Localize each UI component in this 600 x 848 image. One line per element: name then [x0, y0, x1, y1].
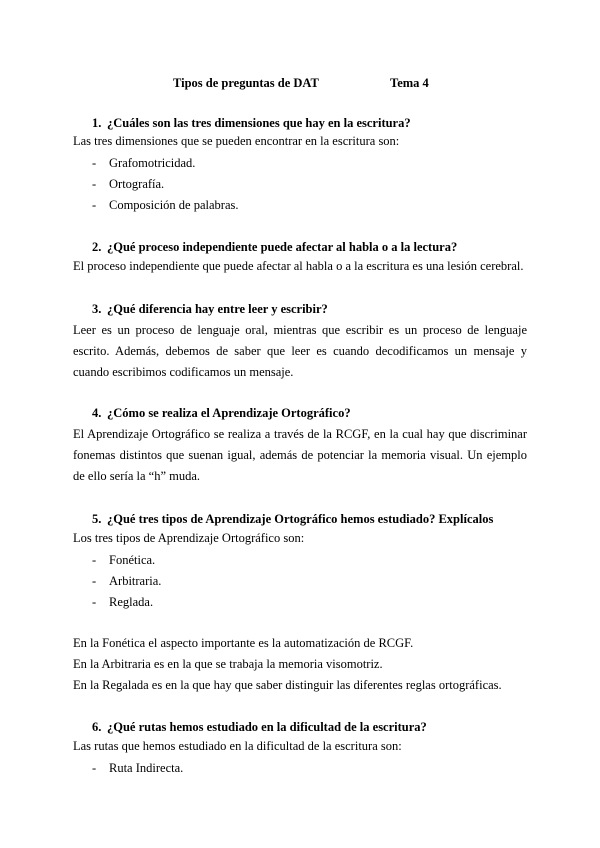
- list-item-text: Fonética.: [109, 553, 156, 567]
- question-number: 5.: [92, 512, 102, 526]
- list-item-text: Ortografía.: [109, 177, 165, 191]
- answer-6: Las rutas que hemos estudiado en la dificultad de la escritura son:: [73, 739, 402, 753]
- answer-4: El Aprendizaje Ortográfico se realiza a través de la RCGF, en la cual hay que discriminar fonemas distintos que suenan igual, además de potenciar la memoria visual. Un ejemplo de ello sería la “h” muda.: [73, 427, 527, 483]
- list-item: [92, 574, 161, 589]
- bullet-dash: -: [92, 177, 97, 191]
- document-topic: Tema 4: [390, 76, 429, 90]
- list-item: [92, 156, 195, 171]
- list-item-text: Composición de palabras.: [109, 198, 239, 212]
- answer-5: Los tres tipos de Aprendizaje Ortográfico son:: [73, 531, 305, 545]
- bullet-dash: -: [92, 595, 97, 609]
- document-title: Tipos de preguntas de DAT: [173, 76, 319, 90]
- question-5: [92, 512, 493, 527]
- question-4: [92, 406, 351, 421]
- bullet-dash: -: [92, 198, 97, 212]
- question-1: [92, 116, 411, 131]
- question-text: ¿Qué tres tipos de Aprendizaje Ortográfico hemos estudiado? Explícalos: [107, 512, 494, 526]
- bullet-dash: -: [92, 156, 97, 170]
- question-text: ¿Cuáles son las tres dimensiones que hay en la escritura?: [107, 116, 411, 130]
- question-number: 4.: [92, 406, 102, 420]
- list-item-text: Arbitraria.: [109, 574, 162, 588]
- question-number: 2.: [92, 240, 102, 254]
- bullet-dash: -: [92, 761, 97, 775]
- question-number: 1.: [92, 116, 102, 130]
- list-item: [92, 761, 183, 776]
- explanation-line: En la Arbitraria es en la que se trabaja la memoria visomotriz.: [73, 657, 383, 671]
- explanation-line: En la Regalada es en la que hay que saber distinguir las diferentes reglas ortográficas.: [73, 678, 502, 692]
- question-text: ¿Qué rutas hemos estudiado en la dificultad de la escritura?: [107, 720, 427, 734]
- list-item: [92, 595, 153, 610]
- list-item-text: Ruta Indirecta.: [109, 761, 184, 775]
- question-number: 6.: [92, 720, 102, 734]
- bullet-dash: -: [92, 553, 97, 567]
- answer-2: El proceso independiente que puede afectar al habla o a la escritura es una lesión cerebral.: [73, 259, 524, 273]
- list-item-text: Reglada.: [109, 595, 154, 609]
- list-item: [92, 553, 155, 568]
- question-text: ¿Qué diferencia hay entre leer y escribir?: [107, 302, 328, 316]
- question-text: ¿Cómo se realiza el Aprendizaje Ortográfico?: [107, 406, 351, 420]
- question-text: ¿Qué proceso independiente puede afectar al habla o a la lectura?: [107, 240, 458, 254]
- list-item: [92, 198, 239, 213]
- question-3: [92, 302, 328, 317]
- question-number: 3.: [92, 302, 102, 316]
- bullet-dash: -: [92, 574, 97, 588]
- question-2: [92, 240, 457, 255]
- list-item: [92, 177, 164, 192]
- list-item-text: Grafomotricidad.: [109, 156, 196, 170]
- explanation-line: En la Fonética el aspecto importante es la automatización de RCGF.: [73, 636, 414, 650]
- question-6: [92, 720, 427, 735]
- answer-1: Las tres dimensiones que se pueden encontrar en la escritura son:: [73, 134, 400, 148]
- answer-3: Leer es un proceso de lenguaje oral, mientras que escribir es un proceso de lenguaje escrito. Además, debemos de saber que leer es cuando decodificamos un mensaje y cuando escribimos codificamos un mensaje.: [73, 323, 527, 379]
